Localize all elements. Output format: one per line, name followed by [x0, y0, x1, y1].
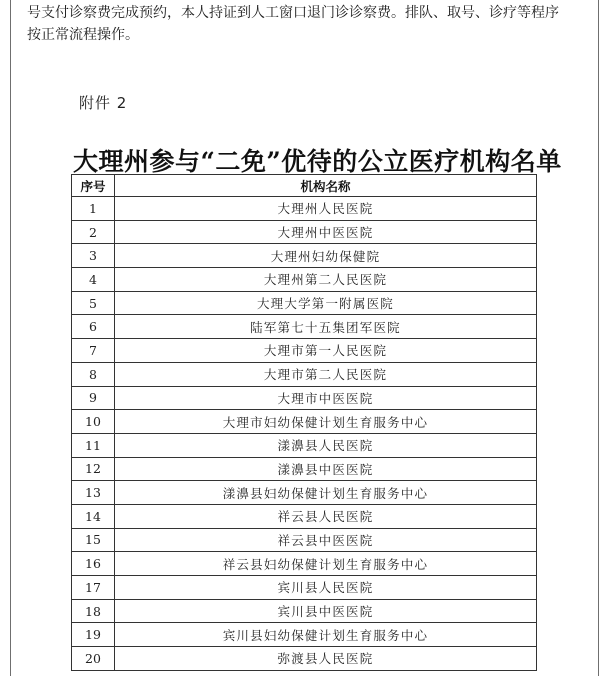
institution-name: 大理州人民医院	[115, 197, 537, 221]
table-row	[72, 386, 537, 410]
table-row	[72, 528, 537, 552]
table-row	[72, 410, 537, 434]
row-number: 14	[72, 504, 115, 528]
table-row	[72, 268, 537, 292]
institution-name: 大理市妇幼保健计划生育服务中心	[115, 410, 537, 434]
row-number: 4	[72, 268, 115, 292]
table-header-row	[72, 175, 537, 197]
institution-name: 大理市第二人民医院	[115, 362, 537, 386]
table-row	[72, 599, 537, 623]
institution-name: 弥渡县人民医院	[115, 647, 537, 671]
institution-name: 祥云县妇幼保健计划生育服务中心	[115, 552, 537, 576]
institution-name: 漾濞县人民医院	[115, 433, 537, 457]
table-row	[72, 220, 537, 244]
institution-name: 大理市中医医院	[115, 386, 537, 410]
row-number: 9	[72, 386, 115, 410]
table-row	[72, 315, 537, 339]
table-row	[72, 623, 537, 647]
row-number: 8	[72, 362, 115, 386]
row-number: 15	[72, 528, 115, 552]
institution-name: 大理大学第一附属医院	[115, 291, 537, 315]
institution-name: 大理州中医医院	[115, 220, 537, 244]
row-number: 13	[72, 481, 115, 505]
row-number: 17	[72, 576, 115, 600]
institution-name: 祥云县中医医院	[115, 528, 537, 552]
row-number: 10	[72, 410, 115, 434]
table-row	[72, 576, 537, 600]
table-row	[72, 291, 537, 315]
row-number: 5	[72, 291, 115, 315]
row-number: 2	[72, 220, 115, 244]
institution-name: 宾川县妇幼保健计划生育服务中心	[115, 623, 537, 647]
notice-line-2: 按正常流程操作。	[27, 27, 139, 43]
table-row	[72, 457, 537, 481]
institution-name: 大理市第一人民医院	[115, 339, 537, 363]
row-number: 11	[72, 433, 115, 457]
table-row	[72, 339, 537, 363]
attachment-label: 附件 2	[79, 94, 128, 112]
institution-name: 宾川县中医医院	[115, 599, 537, 623]
document-title: 大理州参与“二免”优待的公立医疗机构名单	[73, 147, 562, 176]
institution-name: 祥云县人民医院	[115, 504, 537, 528]
row-number: 12	[72, 457, 115, 481]
row-number: 3	[72, 244, 115, 268]
institution-table	[71, 174, 537, 671]
row-number: 6	[72, 315, 115, 339]
row-number: 1	[72, 197, 115, 221]
table-row	[72, 244, 537, 268]
row-number: 19	[72, 623, 115, 647]
institution-name: 漾濞县妇幼保健计划生育服务中心	[115, 481, 537, 505]
row-number: 20	[72, 647, 115, 671]
header-serial-number: 序号	[72, 175, 115, 197]
institution-name: 漾濞县中医医院	[115, 457, 537, 481]
institution-name: 大理州妇幼保健院	[115, 244, 537, 268]
header-institution-name: 机构名称	[115, 175, 537, 197]
institution-name: 陆军第七十五集团军医院	[115, 315, 537, 339]
table-row	[72, 481, 537, 505]
notice-text	[27, 2, 587, 46]
institution-name: 宾川县人民医院	[115, 576, 537, 600]
institution-name: 大理州第二人民医院	[115, 268, 537, 292]
table-row	[72, 197, 537, 221]
table-row	[72, 362, 537, 386]
row-number: 18	[72, 599, 115, 623]
table-row	[72, 647, 537, 671]
row-number: 7	[72, 339, 115, 363]
table-row	[72, 504, 537, 528]
notice-line-1: 号支付诊察费完成预约，本人持证到人工窗口退门诊诊察费。排队、取号、诊疗等程序	[27, 5, 559, 21]
table-row	[72, 552, 537, 576]
table-row	[72, 433, 537, 457]
row-number: 16	[72, 552, 115, 576]
